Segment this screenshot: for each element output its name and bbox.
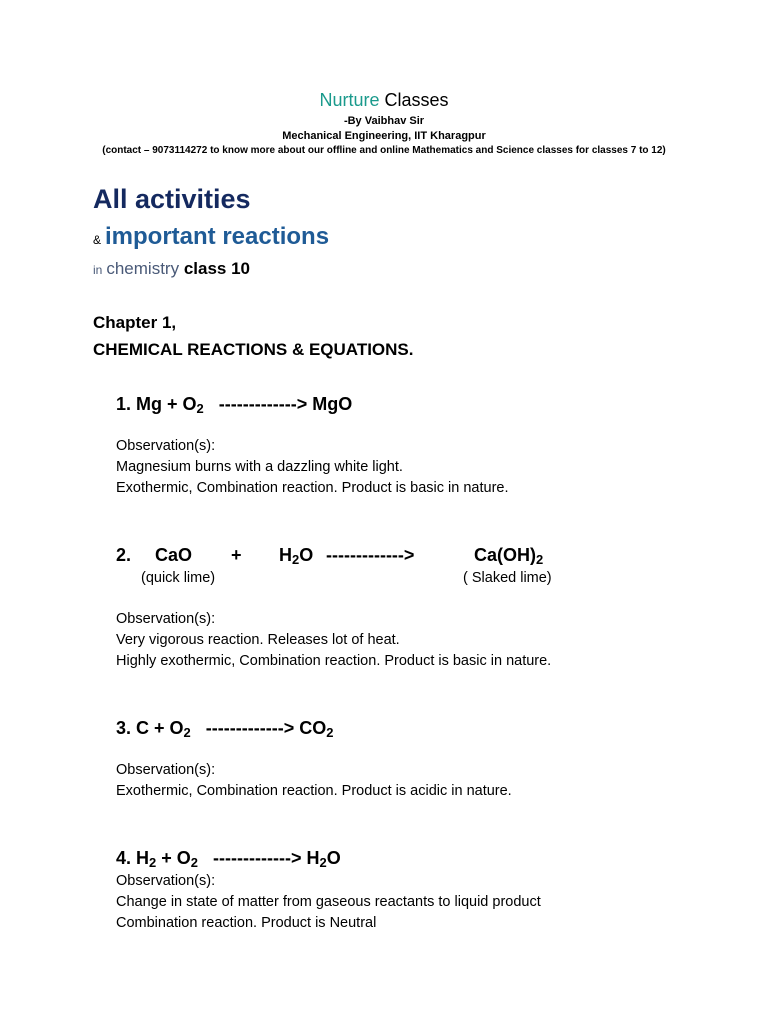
reaction-2-arrow: -------------> [326, 545, 415, 565]
reaction-1-equation [116, 394, 352, 415]
reaction-4-plus-o: + O [161, 848, 191, 868]
reaction-3-equation [116, 718, 333, 739]
reaction-2-h: H [279, 545, 292, 565]
reaction-4-obs-2: Combination reaction. Product is Neutral [116, 915, 377, 931]
reaction-1-num: 1. [116, 394, 132, 414]
reaction-2-quicklime-label: (quick lime) [141, 570, 216, 586]
reaction-2-product [474, 545, 543, 566]
reaction-2-reactant-2 [279, 545, 313, 566]
reaction-2-obs-2: Highly exothermic, Combination reaction. Product is basic in nature. [116, 653, 552, 669]
reaction-3-rhs: CO [299, 718, 327, 738]
reaction-4-rhs-sub: 2 [319, 855, 327, 871]
reaction-2-o: O [299, 545, 314, 565]
reaction-2-slakedlime-label: ( Slaked lime) [463, 570, 552, 586]
reaction-3-obs-1: Exothermic, Combination reaction. Product is acidic in nature. [116, 783, 512, 799]
contact-line: (contact – 9073114272 to know more about our offline and online Mathematics and Science classes for classes 7 to 12) [102, 145, 666, 156]
author-line: -By Vaibhav Sir [343, 115, 425, 127]
reaction-1-obs-2: Exothermic, Combination reaction. Product is basic in nature. [116, 480, 509, 496]
reaction-2-obs-label: Observation(s): [116, 611, 216, 627]
reaction-2-reactant-1: CaO [155, 545, 193, 565]
brand-highlight: Nurture [319, 90, 380, 110]
reaction-4-o-sub: 2 [190, 855, 198, 871]
reaction-4-h: H [136, 848, 150, 868]
reaction-1-lhs-sub: 2 [196, 401, 204, 417]
reaction-2-plus: + [231, 545, 242, 565]
reaction-2-h-sub: 2 [292, 552, 300, 568]
reaction-3-obs-label: Observation(s): [116, 762, 216, 778]
reaction-4-equation [116, 848, 341, 869]
reaction-2-num: 2. [116, 545, 132, 565]
reaction-3-arrow: -------------> [205, 718, 295, 738]
reaction-4-h-sub: 2 [149, 855, 157, 871]
reaction-4-rhs-h: H [306, 848, 320, 868]
reaction-1-lhs: Mg + O [136, 394, 197, 414]
reaction-1-rhs: MgO [312, 394, 353, 414]
brand-rest: Classes [384, 90, 449, 110]
chapter-name: CHEMICAL REACTIONS & EQUATIONS. [93, 340, 414, 359]
reaction-4-obs-1: Change in state of matter from gaseous reactants to liquid product [116, 894, 541, 910]
reaction-3-lhs-sub: 2 [183, 725, 191, 741]
reaction-1-obs-1: Magnesium burns with a dazzling white light. [116, 459, 403, 475]
title-amp: & [93, 233, 102, 247]
reaction-2-prod: Ca(OH) [474, 545, 536, 565]
reaction-1-arrow: -------------> [218, 394, 308, 414]
dept-line: Mechanical Engineering, IIT Kharagpur [282, 130, 486, 142]
title-line2 [93, 223, 329, 251]
reaction-4-rhs-o: O [326, 848, 341, 868]
title-class: class 10 [183, 259, 250, 278]
title-in: in [93, 263, 103, 277]
reaction-4-obs-label: Observation(s): [116, 873, 216, 889]
reaction-4-num: 4. [116, 848, 132, 868]
reaction-3-lhs: C + O [136, 718, 184, 738]
reaction-4-arrow: -------------> [213, 848, 302, 868]
reaction-3-num: 3. [116, 718, 132, 738]
reaction-2-prod-sub: 2 [536, 552, 544, 568]
reaction-3-rhs-sub: 2 [326, 725, 334, 741]
reaction-2-obs-1: Very vigorous reaction. Releases lot of heat. [116, 632, 400, 648]
title-subject: chemistry [106, 259, 180, 278]
title-line1: All activities [93, 184, 251, 214]
reaction-1-obs-label: Observation(s): [116, 438, 216, 454]
title-line3 [93, 259, 250, 279]
title-important: important reactions [105, 223, 330, 250]
chapter-label: Chapter 1, [93, 313, 177, 332]
header-title [0, 90, 768, 111]
